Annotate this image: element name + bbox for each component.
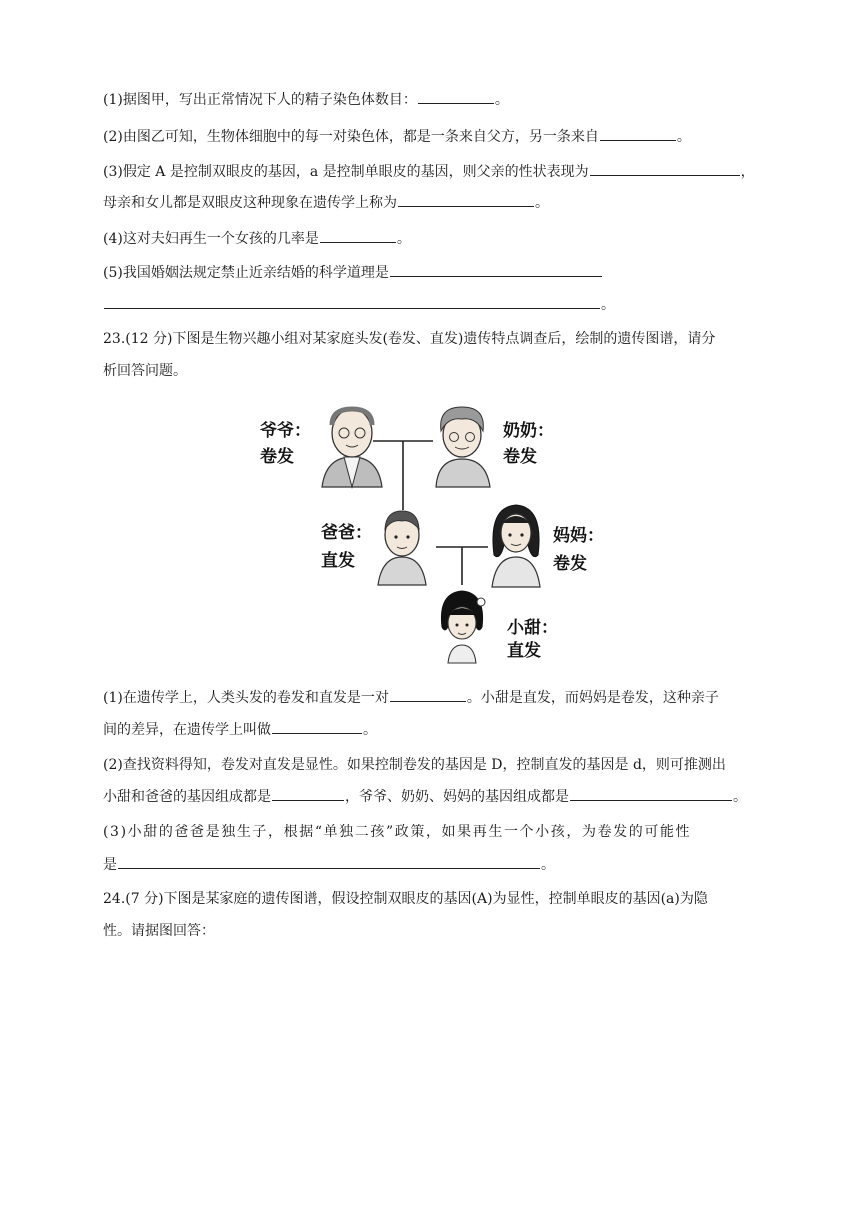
q23-intro-line-1: 23.(12 分)下图是生物兴趣小组对某家庭头发(卷发、直发)遗传特点调查后，绘制的遗传图谱，请分 [103, 331, 716, 347]
q22-item-5-text: (5)我国婚姻法规定禁止近亲结婚的科学道理是 [103, 265, 389, 281]
grandpa-role-label: 爷爷： [260, 421, 311, 441]
mom-role-text: 妈妈： [553, 526, 604, 546]
answer-blank[interactable] [398, 192, 534, 207]
punct: 。 [535, 195, 549, 211]
q22-item-3-text: (3)假定 A 是控制双眼皮的基因，a 是控制单眼皮的基因，则父亲的性状表现为 [103, 164, 589, 180]
answer-blank[interactable] [600, 126, 676, 141]
q22-item-1-text: (1)据图甲，写出正常情况下人的精子染色体数目： [103, 92, 417, 108]
punct: 。 [676, 129, 691, 145]
grandpa-figure [322, 409, 382, 487]
answer-blank[interactable] [418, 89, 494, 104]
q23-intro-line-2: 析回答问题。 [103, 363, 187, 379]
punct: 。 [494, 92, 509, 108]
punct: 。 [363, 722, 377, 738]
answer-blank[interactable] [570, 786, 732, 801]
answer-blank[interactable] [590, 161, 740, 176]
q23-item-2a: (2)查找资料得知，卷发对直发是显性。如果控制卷发的基因是 D，控制直发的基因是 d，则可推测出 [103, 757, 726, 773]
answer-blank[interactable] [118, 854, 540, 869]
dad-figure [378, 511, 426, 585]
q23-item-3b-text: 是 [103, 857, 117, 873]
answer-blank[interactable] [390, 262, 602, 277]
q23-item-2b [103, 786, 747, 807]
q22-item-3a [103, 161, 755, 182]
q22-item-5a [103, 262, 603, 283]
punct: 。 [601, 297, 615, 313]
q23-item-1b [103, 719, 377, 740]
punct: 。 [733, 789, 747, 805]
q23-item-2b-text: 小甜和爸爸的基因组成都是 [103, 789, 271, 805]
q22-item-4 [103, 228, 411, 249]
grandma-trait-label: 卷发 [503, 447, 537, 467]
child-trait-label: 直发 [507, 641, 541, 661]
q22-item-1 [103, 89, 509, 110]
q22-item-3b-text: 母亲和女儿都是双眼皮这种现象在遗传学上称为 [103, 195, 397, 211]
q24-intro-line-1: 24.(7 分)下图是某家庭的遗传图谱，假设控制双眼皮的基因(A)为显性，控制单眼皮的基因(a)为隐 [103, 891, 708, 907]
child-figure [441, 591, 485, 663]
mom-label-block [553, 522, 604, 578]
punct: 。 [541, 857, 555, 873]
mom-trait-text: 卷发 [553, 554, 587, 574]
answer-blank[interactable] [104, 294, 600, 309]
q23-item-1a [103, 687, 719, 708]
q22-item-4-text: (4)这对夫妇再生一个女孩的几率是 [103, 231, 319, 247]
q22-item-3b [103, 192, 549, 213]
q23-item-1b-text: 间的差异，在遗传学上叫做 [103, 722, 271, 738]
q24-intro-line-2: 性。请据图回答： [103, 923, 215, 939]
answer-blank[interactable] [320, 228, 396, 243]
grandma-figure [436, 407, 490, 487]
dad-role-label: 爸爸： [321, 523, 372, 543]
q23-item-1-text: (1)在遗传学上，人类头发的卷发和直发是一对 [103, 690, 389, 706]
q23-item-2b-mid: ，爷爷、奶奶、妈妈的基因组成都是 [345, 789, 569, 805]
punct: ， [740, 164, 755, 180]
punct: 。 [396, 231, 411, 247]
q22-item-2-text: (2)由图乙可知，生物体细胞中的每一对染色体，都是一条来自父方，另一条来自 [103, 129, 599, 145]
grandma-role-label: 奶奶： [503, 421, 554, 441]
dad-trait-label: 直发 [321, 551, 355, 571]
answer-blank[interactable] [390, 687, 466, 702]
answer-blank[interactable] [272, 786, 344, 801]
q22-item-5b [103, 294, 615, 315]
q23-item-3b [103, 854, 555, 875]
mom-figure [492, 505, 540, 587]
grandpa-trait-label: 卷发 [260, 447, 294, 467]
answer-blank[interactable] [272, 719, 362, 734]
q23-item-1-cont: 。小甜是直发，而妈妈是卷发，这种亲子 [466, 690, 719, 706]
q22-item-2 [103, 126, 691, 147]
child-role-label: 小甜： [507, 618, 558, 638]
q23-item-3a: (3)小甜的爸爸是独生子，根据“单独二孩”政策，如果再生一个小孩，为卷发的可能性 [103, 824, 692, 840]
pedigree-figure [240, 395, 580, 670]
